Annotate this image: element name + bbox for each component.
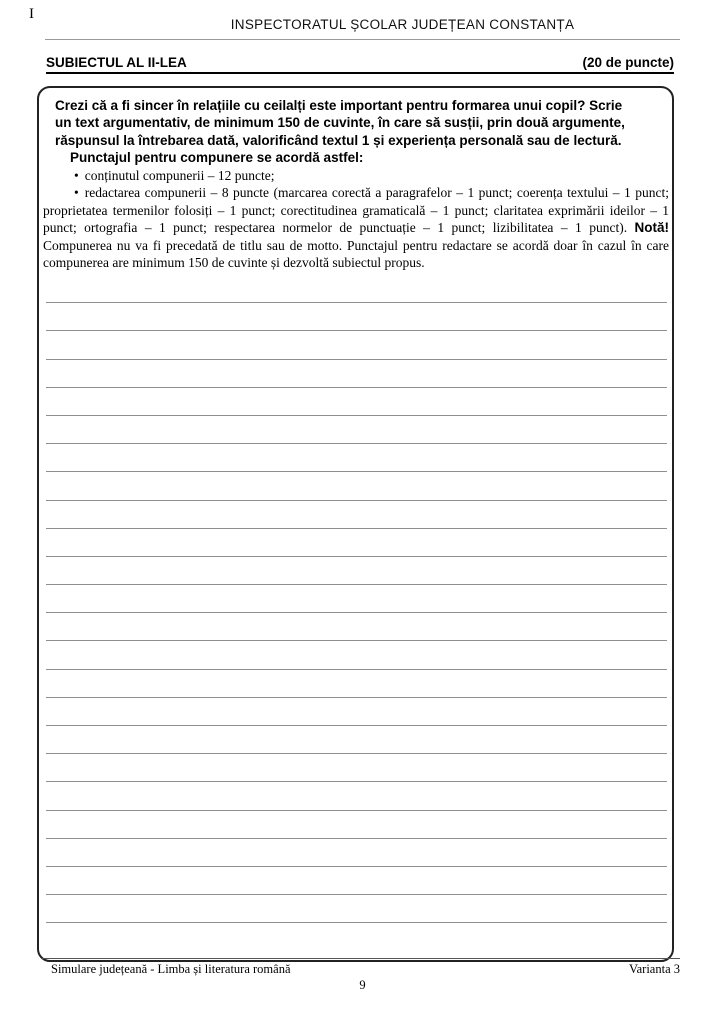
writing-line — [46, 641, 667, 669]
footer-exam-name: Simulare județeană - Limba și literatura română — [51, 962, 291, 976]
page-footer — [42, 958, 680, 977]
task-box — [37, 86, 674, 962]
footer-variant: Varianta 3 — [628, 962, 680, 976]
page-number: 9 — [359, 978, 366, 992]
nota-label: Notă! — [634, 220, 669, 236]
subject-heading-row — [46, 55, 674, 74]
writing-line — [46, 811, 667, 839]
writing-line — [46, 867, 667, 895]
writing-line — [46, 444, 667, 472]
scoring-item-content — [43, 167, 672, 184]
writing-line — [46, 585, 667, 613]
writing-line — [46, 839, 667, 867]
scoring-item-redaction-text: redactarea compunerii – 8 puncte (marcarea corectă a paragrafelor – 1 punct; coerența textului – 1 punct; proprietatea termenilor folosiți – 1 punct; corectitudinea gramaticală – 1 punct; claritatea exprimării ideilor – 1 punct; ortografia – 1 punct; respectarea normelor de punctuație – 1 punct; lizibilitatea – 1 punct). — [43, 185, 669, 236]
writing-line — [46, 782, 667, 810]
writing-line — [46, 416, 667, 444]
scoring-item-redaction-note-text: Compunerea nu va fi precedată de titlu sau de motto. Punctajul pentru redactare se acordă doar în cazul în care compunerea are minimum 150 de cuvinte și dezvoltă subiectul propus. — [43, 237, 669, 271]
subject-title: SUBIECTUL AL II-LEA — [46, 55, 187, 70]
writing-line — [46, 472, 667, 500]
header-divider — [45, 39, 680, 40]
scoring-heading: Punctajul pentru compunere se acordă astfel: — [70, 150, 364, 166]
section-roman-numeral: I — [29, 6, 34, 22]
writing-line — [46, 501, 667, 529]
writing-lines-area — [46, 275, 667, 923]
writing-line — [46, 613, 667, 641]
bullet-icon: • — [74, 167, 79, 183]
task-intro-text: Crezi că a fi sincer în relațiile cu ceilalți este important pentru formarea unui copil? Scrie un text argumentativ, de minimum 150 de cuvinte, în care să susții, prin două argumente, răspunsul la întrebarea dată, valorificând textul 1 și experiența personală sau de lectură. — [55, 98, 625, 148]
page-title: INSPECTORATUL ȘCOLAR JUDEȚEAN CONSTANȚA — [230, 17, 575, 32]
writing-line — [46, 698, 667, 726]
writing-line — [46, 895, 667, 923]
writing-line — [46, 303, 667, 331]
writing-line — [46, 557, 667, 585]
scoring-item-redaction — [43, 184, 669, 272]
writing-line — [46, 754, 667, 782]
writing-line — [46, 331, 667, 359]
writing-line — [46, 388, 667, 416]
subject-points: (20 de puncte) — [582, 55, 674, 70]
bullet-icon: • — [74, 185, 79, 201]
writing-line — [46, 529, 667, 557]
writing-line — [46, 726, 667, 754]
scoring-item-content-text: conținutul compunerii – 12 puncte; — [84, 167, 275, 183]
writing-line — [46, 670, 667, 698]
writing-line — [46, 360, 667, 388]
writing-line — [46, 275, 667, 303]
